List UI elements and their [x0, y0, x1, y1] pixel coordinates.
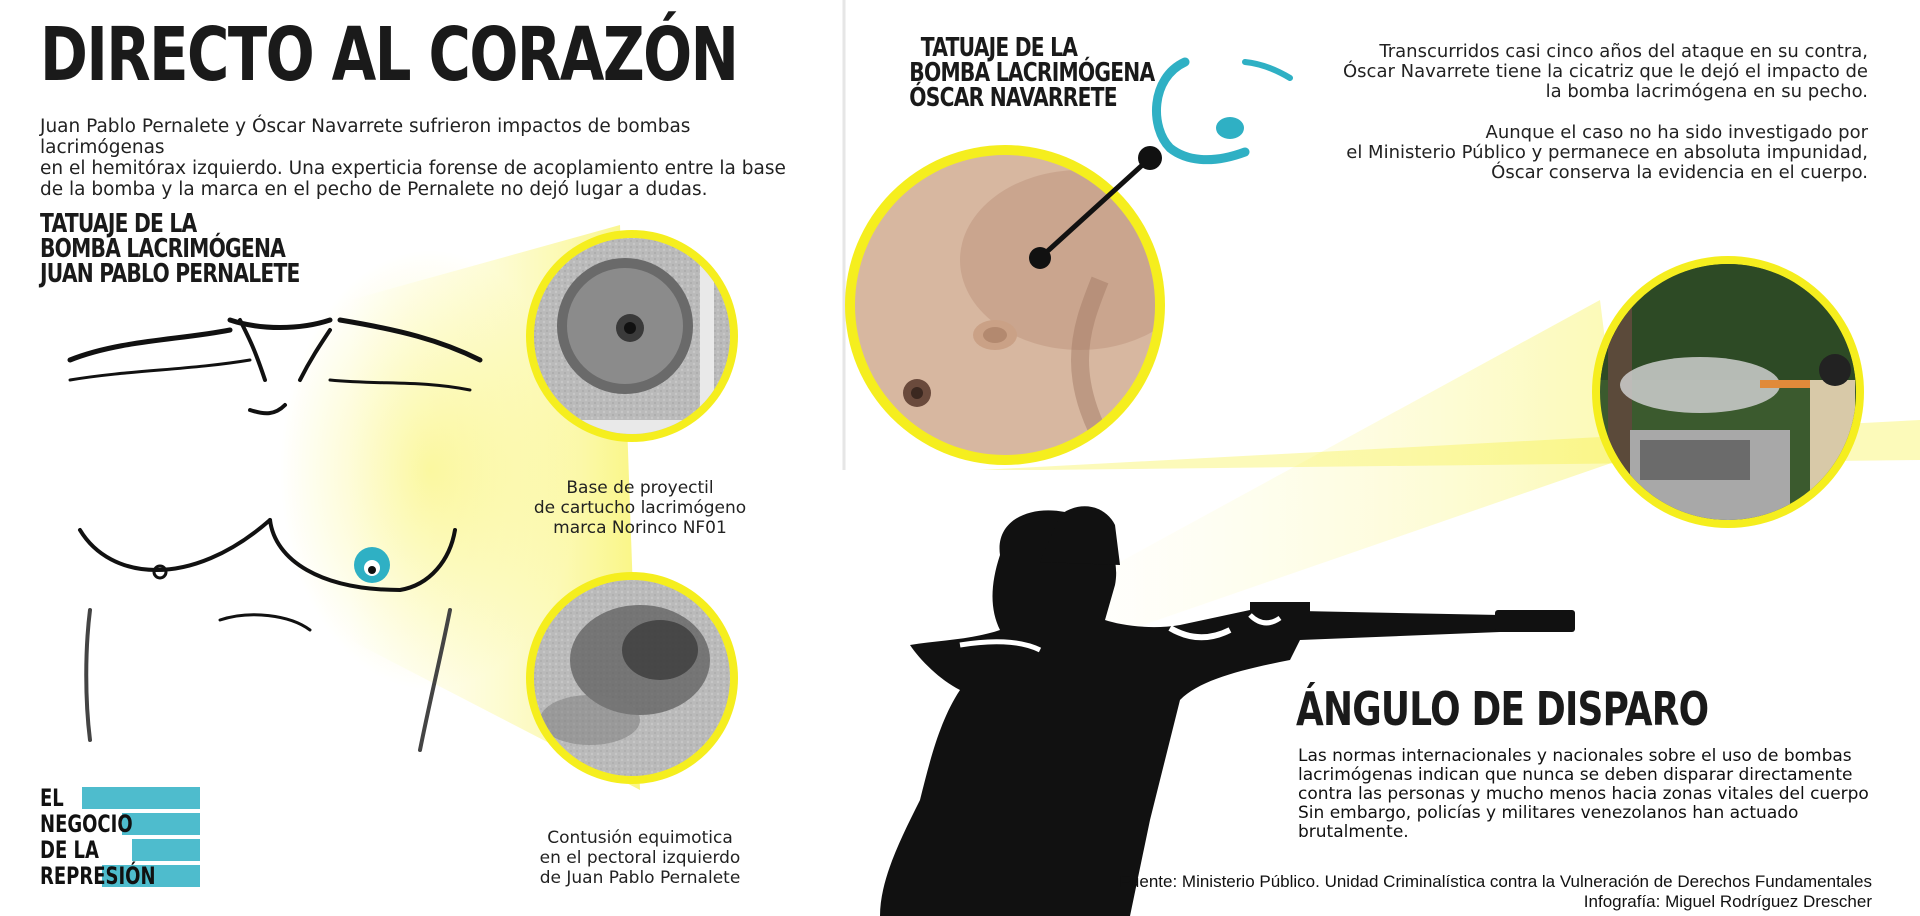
credit-line: Infografía: Miguel Rodríguez Drescher — [1583, 892, 1872, 911]
label-pernalete-tattoo — [40, 209, 300, 289]
angulo-line: Las normas internacionales y nacionales sobre el uso de bombas — [1298, 746, 1852, 766]
description-line: Aunque el caso no ha sido investigado por — [1485, 122, 1868, 143]
navarrete-description — [1248, 42, 1868, 204]
intro-paragraph — [40, 116, 820, 200]
angulo-line: lacrimógenas indican que nunca se deben disparar directamente — [1298, 765, 1853, 785]
brand-logo — [40, 785, 165, 893]
caption-line: marca Norinco NF01 — [553, 518, 727, 538]
caption-contusion — [520, 828, 760, 888]
source-credits — [1120, 872, 1872, 912]
description-line: Óscar Navarrete tiene la cicatriz que le dejó el impacto de — [1343, 61, 1868, 82]
intro-line: en el hemitórax izquierdo. Una experticia forense de acoplamiento entre la base — [40, 158, 786, 179]
logo-line: DE LA — [40, 836, 99, 864]
label-line: TATUAJE DE LA — [920, 33, 1078, 63]
logo-text — [40, 785, 156, 889]
description-paragraph — [1248, 42, 1868, 102]
description-line: la bomba lacrimógena en su pecho. — [1545, 81, 1868, 102]
angulo-line: contra las personas y mucho menos hacia zonas vitales del cuerpo — [1298, 784, 1869, 804]
section-title-angulo: ÁNGULO DE DISPARO — [1296, 682, 1709, 736]
label-line: ÓSCAR NAVARRETE — [909, 83, 1117, 113]
label-line: BOMBA LACRIMÓGENA — [909, 58, 1155, 88]
photo-shooter — [1590, 256, 1870, 535]
caption-line: de Juan Pablo Pernalete — [539, 868, 741, 888]
label-line: TATUAJE DE LA — [40, 209, 197, 239]
intro-line: Juan Pablo Pernalete y Óscar Navarrete sufrieron impactos de bombas lacrimógenas — [40, 116, 691, 158]
label-navarrete-tattoo — [909, 33, 1155, 113]
logo-line: NEGOCIO — [40, 810, 133, 838]
description-line: Transcurridos casi cinco años del ataque en su contra, — [1379, 41, 1868, 62]
caption-line: en el pectoral izquierdo — [539, 848, 741, 868]
label-line: JUAN PABLO PERNALETE — [40, 259, 300, 289]
caption-line: de cartucho lacrimógeno — [533, 498, 747, 518]
description-line: Óscar conserva la evidencia en el cuerpo. — [1491, 162, 1868, 183]
description-paragraph — [1248, 123, 1868, 183]
description-line: el Ministerio Público y permanece en absoluta impunidad, — [1346, 142, 1868, 163]
caption-line: Contusión equimotica — [547, 828, 733, 848]
page-title: DIRECTO AL CORAZÓN — [40, 12, 738, 98]
label-line: BOMBA LACRIMÓGENA — [40, 234, 286, 264]
angulo-paragraph — [1298, 747, 1888, 842]
caption-line: Base de proyectil — [566, 478, 714, 498]
source-line: Fuente: Ministerio Público. Unidad Criminalística contra la Vulneración de Derechos Fundamentales — [1119, 872, 1872, 891]
caption-projectile-base — [520, 478, 760, 538]
angulo-line: brutalmente. — [1298, 822, 1409, 842]
photo-scar — [845, 145, 1200, 470]
logo-line: REPRESIÓN — [40, 862, 156, 890]
intro-line: de la bomba y la marca en el pecho de Pernalete no dejó lugar a dudas. — [40, 179, 708, 200]
logo-line: EL — [40, 784, 64, 812]
angulo-line: Sin embargo, policías y militares venezolanos han actuado — [1298, 803, 1799, 823]
